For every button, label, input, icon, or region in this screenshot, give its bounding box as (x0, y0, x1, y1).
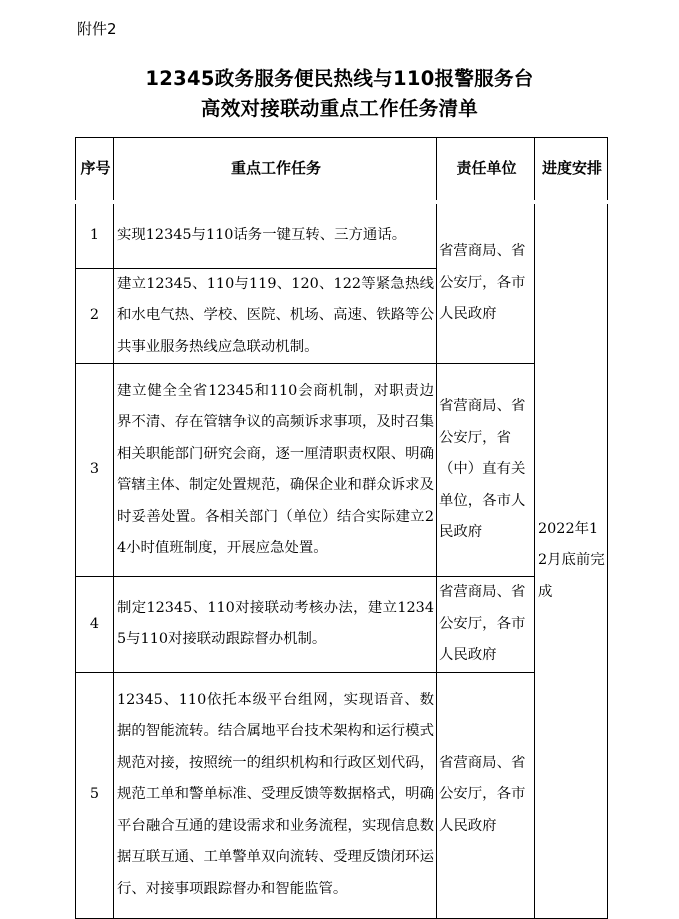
task-text: 12345、110依托本级平台组网，实现语音、数据的智能流转。结合属地平台技术架构和运行模式规范对接，按照统一的组织机构和行政区划代码，规范工单和警单标准、受理反馈等数据格式，明确平台融合互通的建设需求和业务流程，实现信息数据互联互通、工单警单双向流转、受理反馈闭环运行、对接事项跟踪督办和智能监管。 (114, 672, 437, 918)
row-number: 4 (76, 577, 114, 673)
table-row (76, 202, 608, 268)
task-text: 制定12345、110对接联动考核办法，建立12345与110对接联动跟踪督办机制。 (114, 577, 437, 673)
attachment-label: 附件2 (77, 20, 117, 38)
task-text: 实现12345与110话务一键互转、三方通话。 (114, 202, 437, 268)
header-task: 重点工作任务 (114, 138, 437, 203)
responsible-unit: 省营商局、省公安厅，各市人民政府 (437, 672, 535, 918)
header-schedule: 进度安排 (535, 138, 608, 203)
task-table (75, 137, 608, 919)
schedule-text: 2022年12月底前完成 (535, 202, 608, 918)
task-text: 建立12345、110与119、120、122等紧急热线和水电气热、学校、医院、机场、高速、铁路等公共事业服务热线应急联动机制。 (114, 268, 437, 364)
header-no: 序号 (76, 138, 114, 203)
row-number: 1 (76, 202, 114, 268)
table-row (76, 672, 608, 918)
table-header-row (76, 138, 608, 203)
responsible-unit: 省营商局、省公安厅，省（中）直有关单位，各市人民政府 (437, 364, 535, 577)
row-number: 2 (76, 268, 114, 364)
task-text: 建立健全全省12345和110会商机制，对职责边界不清、存在管辖争议的高频诉求事项，及时召集相关职能部门研究会商，逐一厘清职责权限、明确管辖主体、制定处置规范，确保企业和群众诉求及时妥善处置。各相关部门（单位）结合实际建立24小时值班制度，开展应急处置。 (114, 364, 437, 577)
table-row (76, 364, 608, 577)
table-row (76, 577, 608, 673)
title-line-2: 高效对接联动重点工作任务清单 (200, 97, 479, 120)
header-unit: 责任单位 (437, 138, 535, 203)
title-line-1: 12345政务服务便民热线与110报警服务台 (145, 67, 534, 90)
row-number: 3 (76, 364, 114, 577)
responsible-unit: 省营商局、省公安厅，各市人民政府 (437, 202, 535, 364)
row-number: 5 (76, 672, 114, 918)
responsible-unit: 省营商局、省公安厅，各市人民政府 (437, 577, 535, 673)
